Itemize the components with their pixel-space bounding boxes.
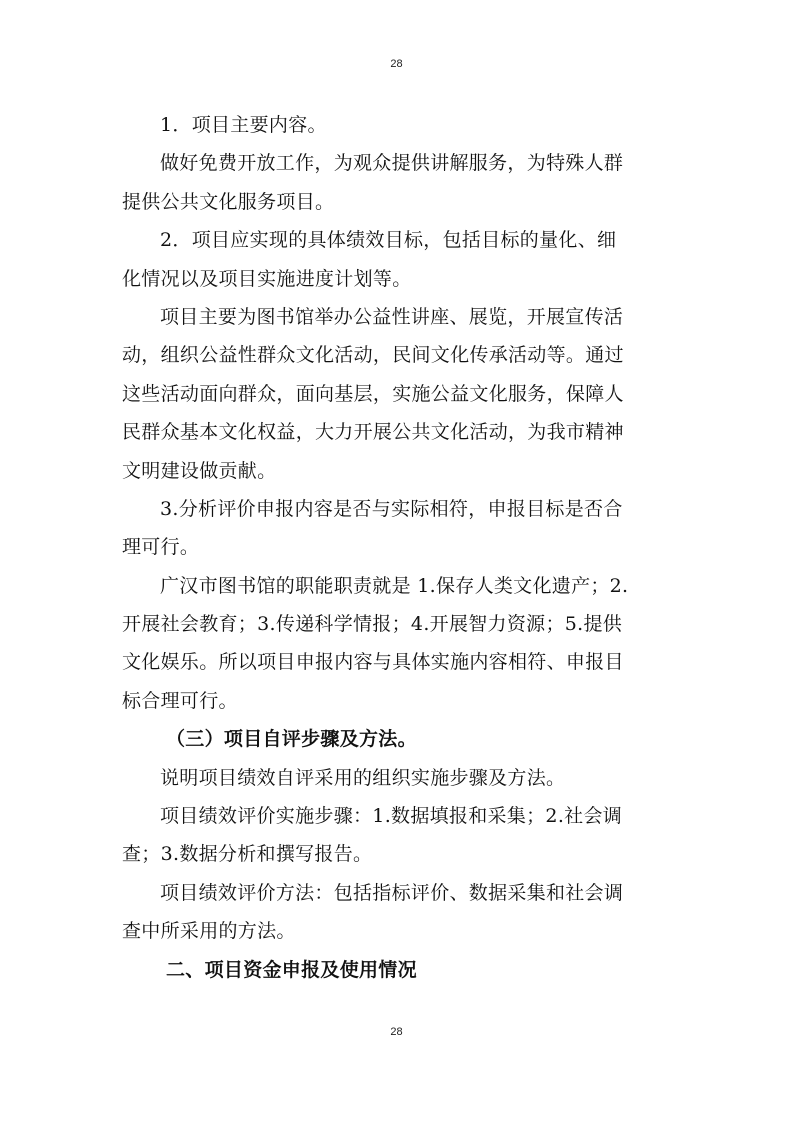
section-heading-2: 二、项目资金申报及使用情况 (166, 958, 417, 981)
paragraph-line: 提供公共文化服务项目。 (122, 190, 335, 213)
paragraph-line: 化情况以及项目实施进度计划等。 (122, 267, 412, 290)
paragraph-line: 文化娱乐。所以项目申报内容与具体实施内容相符、申报目 (122, 651, 624, 674)
paragraph-line: 民群众基本文化权益，大力开展公共文化活动，为我市精神 (122, 421, 624, 444)
page-number-top: 28 (390, 58, 403, 70)
paragraph-line: 项目绩效评价方法：包括指标评价、数据采集和社会调 (160, 881, 624, 904)
paragraph-line: 开展社会教育；3.传递科学情报；4.开展智力资源；5.提供 (122, 613, 623, 636)
paragraph-line: 动，组织公益性群众文化活动，民间文化传承活动等。通过 (122, 344, 624, 367)
document-body (122, 106, 674, 989)
paragraph-line: 做好免费开放工作，为观众提供讲解服务，为特殊人群 (160, 152, 624, 175)
item-2-heading: 2．项目应实现的具体绩效目标，包括目标的量化、细 (160, 229, 617, 252)
paragraph-line: 文明建设做贡献。 (122, 459, 277, 482)
paragraph-line: 项目绩效评价实施步骤：1.数据填报和采集；2.社会调 (160, 805, 623, 828)
section-heading-3: （三）项目自评步骤及方法。 (166, 728, 417, 751)
paragraph-line: 广汉市图书馆的职能职责就是 1.保存人类文化遗产；2. (160, 574, 629, 597)
paragraph-line: 这些活动面向群众，面向基层，实施公益文化服务，保障人 (122, 382, 624, 405)
paragraph-line: 标合理可行。 (122, 689, 238, 712)
paragraph-line: 查中所采用的方法。 (122, 920, 296, 943)
item-3-heading: 3.分析评价申报内容是否与实际相符，申报目标是否合 (160, 497, 623, 520)
paragraph-line: 说明项目绩效自评采用的组织实施步骤及方法。 (160, 766, 566, 789)
paragraph-line: 查；3.数据分析和撰写报告。 (122, 843, 373, 866)
paragraph-line: 理可行。 (122, 536, 200, 559)
page-number-bottom: 28 (390, 1026, 403, 1038)
item-1-heading: 1．项目主要内容。 (160, 114, 327, 136)
paragraph-line: 项目主要为图书馆举办公益性讲座、展览，开展宣传活 (160, 305, 624, 328)
